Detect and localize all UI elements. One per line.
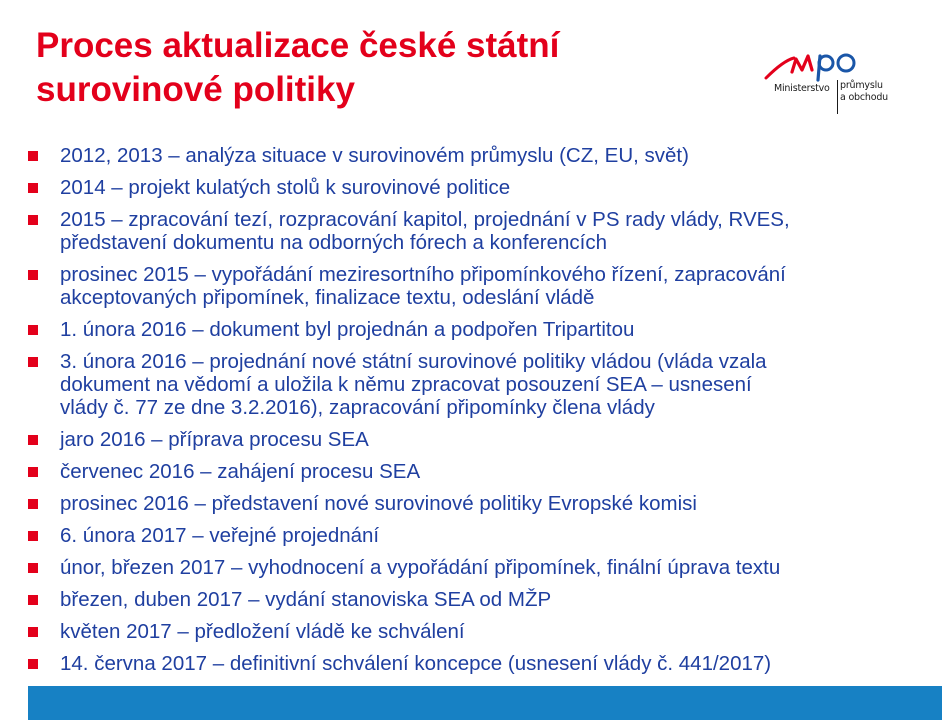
bullet-square-icon xyxy=(28,270,38,280)
bullet-square-icon xyxy=(28,183,38,193)
timeline-list xyxy=(26,144,926,684)
list-item-text: 2014 – projekt kulatých stolů k surovinové politice xyxy=(60,176,511,199)
list-item-text: 2012, 2013 – analýza situace v surovinovém průmyslu (CZ, EU, svět) xyxy=(60,144,689,167)
bullet-square-icon xyxy=(28,595,38,605)
bullet-square-icon xyxy=(28,435,38,445)
list-item xyxy=(26,428,926,451)
list-item-text: 6. února 2017 – veřejné projednání xyxy=(60,524,380,547)
bullet-square-icon xyxy=(28,467,38,477)
logo-divider xyxy=(837,80,838,114)
bullet-square-icon xyxy=(28,215,38,225)
list-item-text: jaro 2016 – příprava procesu SEA xyxy=(60,428,369,451)
logo-line-1: průmyslu xyxy=(840,80,883,91)
bullet-square-icon xyxy=(28,531,38,541)
list-item xyxy=(26,263,926,309)
footer-bar xyxy=(28,686,942,720)
list-item-text: červenec 2016 – zahájení procesu SEA xyxy=(60,460,421,483)
slide-title xyxy=(36,24,716,112)
list-item xyxy=(26,208,926,254)
list-item-text: březen, duben 2017 – vydání stanoviska SEA od MŽP xyxy=(60,588,552,611)
list-item-text: vlády č. 77 ze dne 3.2.2016), zapracování připomínky člena vlády xyxy=(60,396,655,419)
list-item-text: 2015 – zpracování tezí, rozpracování kapitol, projednání v PS rady vlády, RVES, xyxy=(60,208,790,231)
list-item xyxy=(26,318,926,341)
logo-line-2: a obchodu xyxy=(840,92,888,103)
slide-title-line-1: Proces aktualizace české státní xyxy=(36,26,560,65)
list-item-text: akceptovaných připomínek, finalizace textu, odeslání vládě xyxy=(60,286,595,309)
list-item-text: prosinec 2015 – vypořádání meziresortního připomínkového řízení, zapracování xyxy=(60,263,786,286)
list-item-text: 3. února 2016 – projednání nové státní surovinové politiky vládou (vláda vzala xyxy=(60,350,767,373)
list-item xyxy=(26,460,926,483)
list-item-text: prosinec 2016 – představení nové surovinové politiky Evropské komisi xyxy=(60,492,697,515)
list-item xyxy=(26,176,926,199)
list-item xyxy=(26,588,926,611)
slide-title-line-2: surovinové politiky xyxy=(36,70,355,109)
list-item-text: dokument na vědomí a uložila k němu zpracovat posouzení SEA – usnesení xyxy=(60,373,752,396)
list-item-text: květen 2017 – předložení vládě ke schválení xyxy=(60,620,465,643)
logo-ministerstvo: Ministerstvo xyxy=(774,83,830,94)
list-item-text: 14. června 2017 – definitivní schválení koncepce (usnesení vlády č. 441/2017) xyxy=(60,652,772,675)
bullet-square-icon xyxy=(28,563,38,573)
list-item xyxy=(26,556,926,579)
bullet-square-icon xyxy=(28,151,38,161)
list-item xyxy=(26,350,926,419)
list-item xyxy=(26,492,926,515)
bullet-square-icon xyxy=(28,627,38,637)
mpo-logo-mark-icon xyxy=(752,50,902,82)
list-item xyxy=(26,144,926,167)
list-item xyxy=(26,524,926,547)
mpo-logo xyxy=(752,50,902,114)
bullet-square-icon xyxy=(28,325,38,335)
bullet-square-icon xyxy=(28,357,38,367)
list-item-text: únor, březen 2017 – vyhodnocení a vypořádání připomínek, finální úprava textu xyxy=(60,556,781,579)
list-item-text: 1. února 2016 – dokument byl projednán a podpořen Tripartitou xyxy=(60,318,635,341)
bullet-square-icon xyxy=(28,659,38,669)
list-item-text: představení dokumentu na odborných fórech a konferencích xyxy=(60,231,608,254)
list-item xyxy=(26,620,926,643)
list-item xyxy=(26,652,926,675)
bullet-square-icon xyxy=(28,499,38,509)
